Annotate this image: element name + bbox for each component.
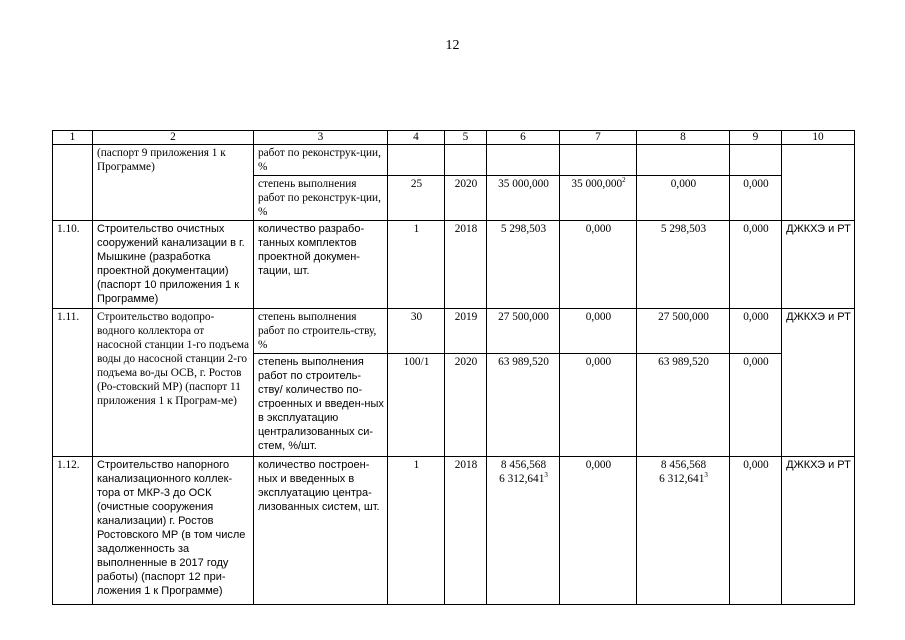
header-cell: 8 bbox=[637, 131, 730, 145]
total-cell: 63 989,520 bbox=[487, 354, 560, 457]
indicator-cell: степень выполнения работ по реконструк-ции, % bbox=[254, 176, 388, 221]
federal-cell: 0,000 bbox=[560, 354, 637, 457]
executor-cell: ДЖКХЭ и РТ bbox=[782, 457, 855, 605]
year-cell: 2020 bbox=[445, 176, 487, 221]
row-number-cell: 1.11. bbox=[53, 309, 93, 457]
regional-value: 8 456,568 bbox=[660, 459, 707, 471]
debt-value: 6 312,641$^3$ bbox=[659, 471, 708, 485]
local-cell: 0,000 bbox=[730, 457, 782, 605]
row-number-cell bbox=[53, 145, 93, 221]
indicator-cell: работ по реконструк-ции, % bbox=[254, 145, 388, 176]
header-cell: 2 bbox=[93, 131, 254, 145]
header-cell: 6 bbox=[487, 131, 560, 145]
indicator-cell: количество построен-ных и введенных в эксплуатацию центра-лизованных систем, шт. bbox=[254, 457, 388, 605]
executor-cell bbox=[782, 145, 855, 221]
footnote-mark: 3 bbox=[544, 471, 548, 480]
total-cell: 5 298,503 bbox=[487, 221, 560, 309]
indicator-cell: количество разрабо-танных комплектов проектной докумен-тации, шт. bbox=[254, 221, 388, 309]
target-value-cell: 30 bbox=[388, 309, 445, 354]
local-cell: 0,000 bbox=[730, 354, 782, 457]
indicator-cell: степень выполнения работ по строитель-ству/ количество по-строенных и введен-ных в эксплуатацию централизованных си-стем, %/шт. bbox=[254, 354, 388, 457]
regional-cell: 5 298,503 bbox=[637, 221, 730, 309]
executor-cell: ДЖКХЭ и РТ bbox=[782, 309, 855, 457]
regional-cell bbox=[637, 457, 730, 605]
year-cell: 2018 bbox=[445, 457, 487, 605]
row-number-cell: 1.12. bbox=[53, 457, 93, 605]
target-value-cell: 1 bbox=[388, 221, 445, 309]
program-table bbox=[52, 130, 855, 605]
local-cell: 0,000 bbox=[730, 176, 782, 221]
table-row bbox=[53, 221, 855, 309]
header-row bbox=[53, 131, 855, 145]
page-number: 12 bbox=[445, 38, 460, 53]
table-row bbox=[53, 457, 855, 605]
header-cell: 5 bbox=[445, 131, 487, 145]
target-value-cell: 25 bbox=[388, 176, 445, 221]
regional-cell: 0,000 bbox=[637, 176, 730, 221]
table-row bbox=[53, 145, 855, 176]
target-value-cell: 1 bbox=[388, 457, 445, 605]
regional-cell: 27 500,000 bbox=[637, 309, 730, 354]
event-name-cell: Строительство очистных сооружений канализации в г. Мышкине (разработка проектной документации) (паспорт 10 приложения 1 к Программе) bbox=[93, 221, 254, 309]
regional-cell: 63 989,520 bbox=[637, 354, 730, 457]
federal-cell: 0,000 bbox=[560, 221, 637, 309]
total-value: 8 456,568 bbox=[500, 459, 547, 471]
debt-value: 6 312,641$^3$ bbox=[499, 471, 548, 485]
federal-cell: 0,000 bbox=[560, 309, 637, 354]
local-cell: 0,000 bbox=[730, 309, 782, 354]
indicator-cell: степень выполнения работ по строитель-ству, % bbox=[254, 309, 388, 354]
year-cell: 2018 bbox=[445, 221, 487, 309]
footnote-mark: 2 bbox=[622, 176, 626, 185]
year-cell: 2020 bbox=[445, 354, 487, 457]
total-cell: 27 500,000 bbox=[487, 309, 560, 354]
federal-cell: 0,000 bbox=[560, 457, 637, 605]
local-cell: 0,000 bbox=[730, 221, 782, 309]
target-value-cell: 100/1 bbox=[388, 354, 445, 457]
header-cell: 7 bbox=[560, 131, 637, 145]
footnote-mark: 3 bbox=[704, 471, 708, 480]
header-cell: 4 bbox=[388, 131, 445, 145]
event-name-cell: Строительство напорного канализационного коллек-тора от МКР-3 до ОСК (очистные сооружения канализации) г. Ростов Ростовского МР (в том числе задолженность за выполненные в 2017 году работы) (паспорт 12 при-ложения 1 к Программе) bbox=[93, 457, 254, 605]
header-cell: 1 bbox=[53, 131, 93, 145]
total-cell bbox=[487, 457, 560, 605]
event-name-cell: Строительство водопро-водного коллектора от насосной станции 1-го подъема воды до насосной станции 2-го подъема во-ды ОСВ, г. Ростов (Ро-стовский МР) (паспорт 11 приложения 1 к Програм-ме) bbox=[93, 309, 254, 457]
header-cell: 10 bbox=[782, 131, 855, 145]
header-cell: 3 bbox=[254, 131, 388, 145]
table-row bbox=[53, 309, 855, 354]
row-number-cell: 1.10. bbox=[53, 221, 93, 309]
executor-cell: ДЖКХЭ и РТ bbox=[782, 221, 855, 309]
event-name-cell: (паспорт 9 приложения 1 к Программе) bbox=[93, 145, 254, 221]
total-cell: 35 000,000 bbox=[487, 176, 560, 221]
federal-cell: 35 000,000$^2$ bbox=[560, 176, 637, 221]
year-cell: 2019 bbox=[445, 309, 487, 354]
header-cell: 9 bbox=[730, 131, 782, 145]
